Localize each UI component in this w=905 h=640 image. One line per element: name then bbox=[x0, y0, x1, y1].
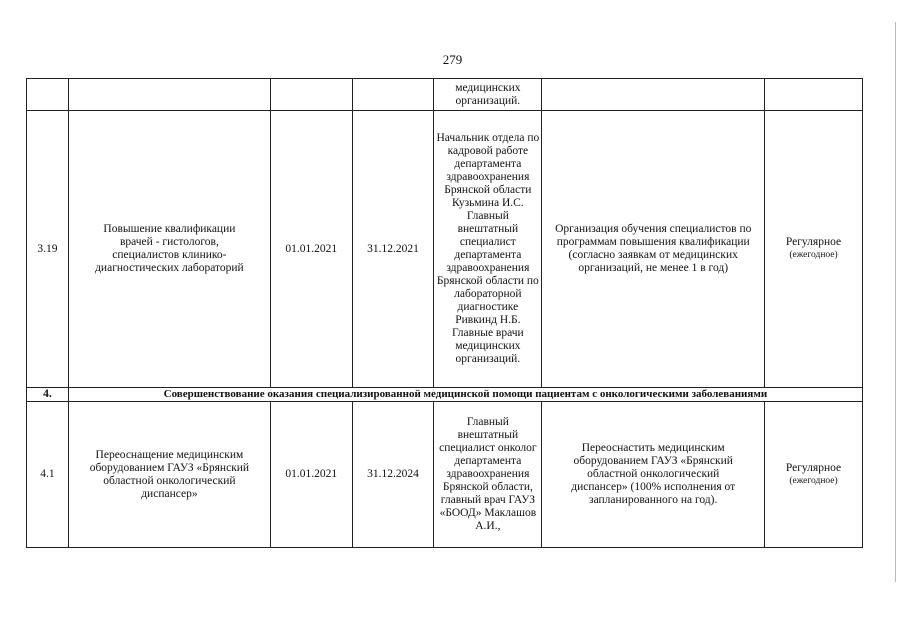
periodicity-main: Регулярное bbox=[785, 236, 842, 248]
periodicity bbox=[764, 79, 862, 111]
measure-name: Повышение квалификации врачей - гистологов, специалистов клинико-диагностических лабораторий bbox=[68, 111, 270, 388]
page-number: 279 bbox=[442, 52, 463, 67]
section-row bbox=[27, 388, 863, 402]
table-row bbox=[27, 79, 863, 111]
periodicity-note: (ежегодное) bbox=[789, 475, 838, 486]
row-number: 3.19 bbox=[27, 111, 69, 388]
scan-edge bbox=[895, 22, 896, 582]
start-date: 01.01.2021 bbox=[270, 111, 352, 388]
row-number bbox=[27, 79, 69, 111]
measure-name: Переоснащение медицинским оборудованием ГАУЗ «Брянский областной онкологический диспансер» bbox=[68, 402, 270, 548]
end-date: 31.12.2024 bbox=[352, 402, 434, 548]
periodicity-main: Регулярное bbox=[785, 461, 842, 474]
section-title: Совершенствование оказания специализированной медицинской помощи пациентам с онкологическими заболеваниями bbox=[68, 388, 862, 402]
section-number: 4. bbox=[27, 388, 69, 402]
expected-result bbox=[542, 79, 765, 111]
table-row bbox=[27, 402, 863, 548]
responsible-person: Начальник отдела по кадровой работе департамента здравоохранения Брянской области Кузьмина И.С. Главный внештатный специалист департамента здравоохранения Брянской области по лабораторной диагностике Ривкинд Н.Б. Главные врачи медицинских организаций. bbox=[434, 111, 542, 388]
expected-result: Переоснастить медицинским оборудованием ГАУЗ «Брянский областной онкологический диспансер» (100% исполнения от запланированного на год). bbox=[542, 402, 765, 548]
responsible-person: медицинских организаций. bbox=[434, 79, 542, 111]
end-date: 31.12.2021 bbox=[352, 111, 434, 388]
table-row bbox=[27, 111, 863, 388]
periodicity bbox=[764, 402, 862, 548]
end-date bbox=[352, 79, 434, 111]
start-date bbox=[270, 79, 352, 111]
periodicity-note: (ежегодное) bbox=[789, 250, 838, 260]
start-date: 01.01.2021 bbox=[270, 402, 352, 548]
row-number: 4.1 bbox=[27, 402, 69, 548]
measures-table bbox=[26, 78, 863, 548]
expected-result: Организация обучения специалистов по программам повышения квалификации (согласно заявкам от медицинских организаций, не менее 1 в год) bbox=[542, 111, 765, 388]
responsible-person: Главный внештатный специалист онколог департамента здравоохранения Брянской области, главный врач ГАУЗ «БООД» Маклашов А.И., bbox=[434, 402, 542, 548]
measure-name bbox=[68, 79, 270, 111]
periodicity bbox=[764, 111, 862, 388]
